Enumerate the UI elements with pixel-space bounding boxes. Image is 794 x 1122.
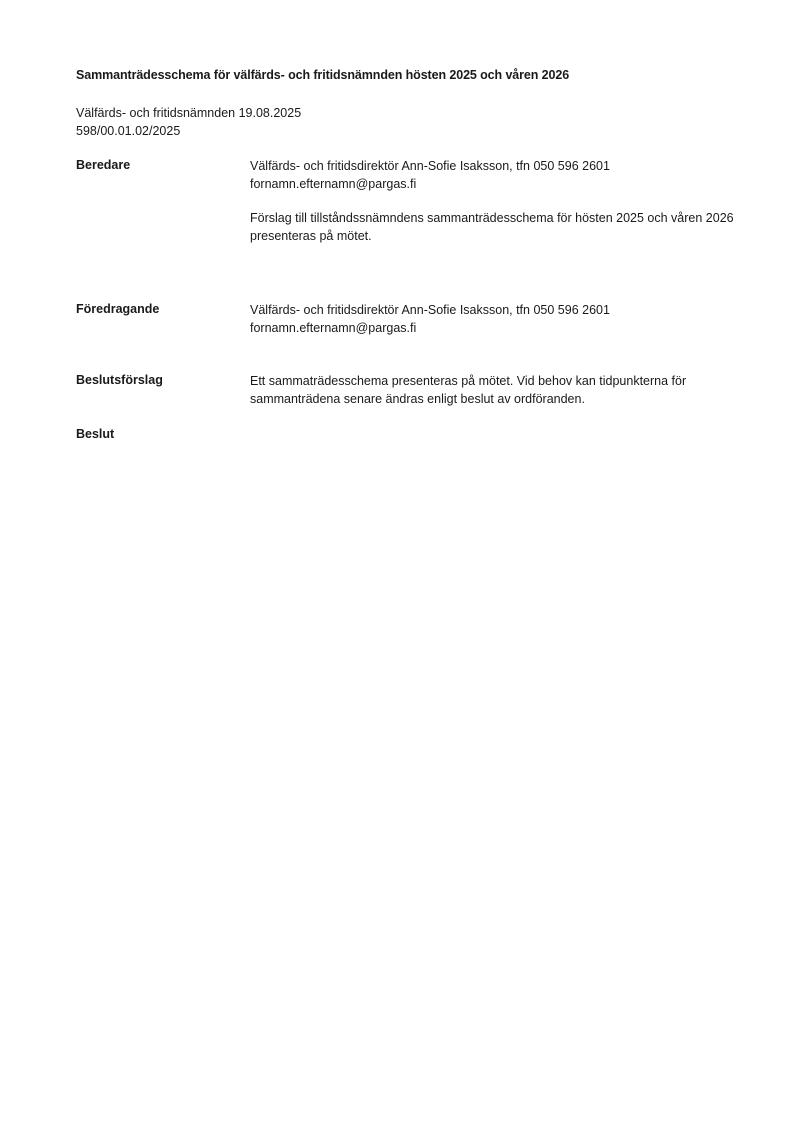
foredragande-contact: Välfärds- och fritidsdirektör Ann-Sofie Isaksson, tfn 050 596 2601 (250, 303, 610, 317)
document-meta (76, 104, 301, 140)
case-number: 598/00.01.02/2025 (76, 124, 181, 138)
beslutsforslag-text: Ett sammaträdesschema presenteras på mötet. Vid behov kan tidpunkterna för sammanträdena senare ändras enligt beslut av ordföranden. (250, 374, 687, 406)
beredare-proposal-text: Förslag till tillståndssnämndens sammanträdesschema för hösten 2025 och våren 2026 presenteras på mötet. (250, 211, 734, 243)
foredragande-email: fornamn.efternamn@pargas.fi (250, 321, 417, 335)
document-title: Sammanträdesschema för välfärds- och fritidsnämnden hösten 2025 och våren 2026 (76, 68, 570, 82)
label-foredragande: Föredragande (76, 302, 160, 316)
label-beslut: Beslut (76, 427, 115, 441)
content-beredare (250, 157, 750, 245)
beredare-email: fornamn.efternamn@pargas.fi (250, 177, 417, 191)
label-beredare: Beredare (76, 158, 131, 172)
meeting-line: Välfärds- och fritidsnämnden 19.08.2025 (76, 106, 302, 120)
beredare-contact: Välfärds- och fritidsdirektör Ann-Sofie Isaksson, tfn 050 596 2601 (250, 159, 610, 173)
content-beslutsforslag (250, 372, 742, 408)
label-beslutsforslag: Beslutsförslag (76, 373, 163, 387)
content-foredragande (250, 301, 750, 337)
